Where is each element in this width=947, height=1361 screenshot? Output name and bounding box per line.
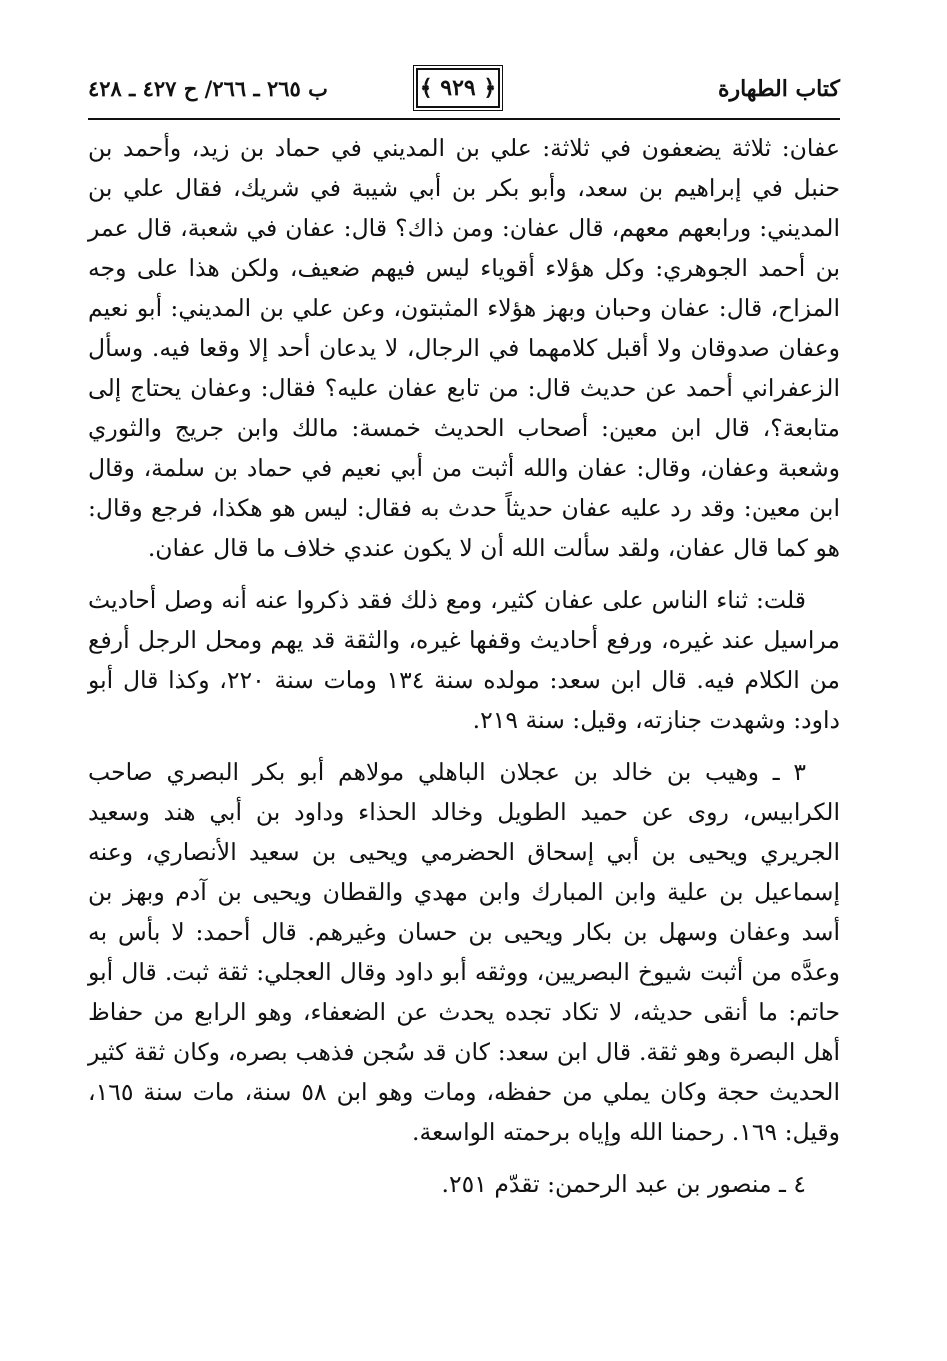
paragraph-narrator-3: ٣ ـ وهيب بن خالد بن عجلان الباهلي مولاهم أبو بكر البصري صاحب الكرابيس، روى عن حميد الطويل وخالد الحذاء وداود بن أبي هند وسعيد الجريري ويحيى بن أبي إسحاق الحضرمي ويحيى بن سعيد الأنصاري، وعنه إسماعيل بن علية وابن المبارك وابن مهدي والقطان ويحيى بن آدم وبهز بن أسد وعفان وسهل بن بكار ويحيى بن حسان وغيرهم. قال أحمد: لا بأس به وعدَّه من أثبت شيوخ البصريين، ووثقه أبو داود وقال العجلي: ثقة ثبت. قال أبو حاتم: ما أنقى حديثه، لا تكاد تجده يحدث عن الضعفاء، وهو الرابع من حفاظ أهل البصرة وهو ثقة. قال ابن سعد: كان قد سُجن فذهب بصره، وكان ثقة كثير الحديث حجة وكان يملي من حفظه، ومات وهو ابن ٥٨ سنة، مات سنة ١٦٥، وقيل: ١٦٩. رحمنا الله وإياه برحمته الواسعة.: [88, 758, 840, 1146]
chapter-reference: ب ٢٦٥ ـ ٢٦٦/ ح ٤٢٧ ـ ٤٢٨: [88, 76, 328, 101]
page-number: ﴿ ٩٢٩ ﴾: [416, 68, 500, 108]
header-divider: [88, 118, 840, 120]
paragraph-affan-continued: عفان: ثلاثة يضعفون في ثلاثة: علي بن المديني في حماد بن زيد، وأحمد بن حنبل في إبراهيم بن سعد، وأبو بكر بن أبي شيبة في شريك، فقال علي بن المديني: ورابعهم معهم، قال عفان: ومن ذاك؟ قال: عفان في شعبة، قال عمر بن أحمد الجوهري: وكل هؤلاء أقوياء ليس فيهم ضعيف، ولكن هذا على وجه المزاح، قال: عفان وحبان وبهز هؤلاء المثبتون، وعن علي بن المديني: أبو نعيم وعفان صدوقان ولا أقبل كلامهما في الرجال، لا يدعان أحد إلا وقعا فيه. وسأل الزعفراني أحمد عن حديث قال: من تابع عفان عليه؟ فقال: وعفان يحتاج إلى متابعة؟، قال ابن معين: أصحاب الحديث خمسة: مالك وابن جريج والثوري وشعبة وعفان، وقال: عفان والله أثبت من أبي نعيم في حماد بن سلمة، وقال ابن معين: وقد رد عليه عفان حديثاً حدث به فقال: ليس هو هكذا، فرجع وقال: هو كما قال عفان، ولقد سألت الله أن لا يكون عندي خلاف ما قال عفان.: [88, 134, 840, 562]
page-body: [88, 128, 840, 1216]
page-header: [88, 68, 840, 116]
book-page: [88, 0, 840, 1361]
paragraph-author-note: قلت: ثناء الناس على عفان كثير، ومع ذلك فقد ذكروا عنه أنه وصل أحاديث مراسيل عند غيره، ورفع أحاديث وقفها غيره، والثقة قد يهم ومحل الرجل أرفع من الكلام فيه. قال ابن سعد: مولده سنة ١٣٤ ومات سنة ٢٢٠، وكذا قال أبو داود: وشهدت جنازته، وقيل: سنة ٢١٩.: [88, 586, 840, 734]
book-title: كتاب الطهارة: [717, 76, 840, 102]
paragraph-narrator-4: ٤ ـ منصور بن عبد الرحمن: تقدّم ٢٥١.: [441, 1170, 806, 1198]
